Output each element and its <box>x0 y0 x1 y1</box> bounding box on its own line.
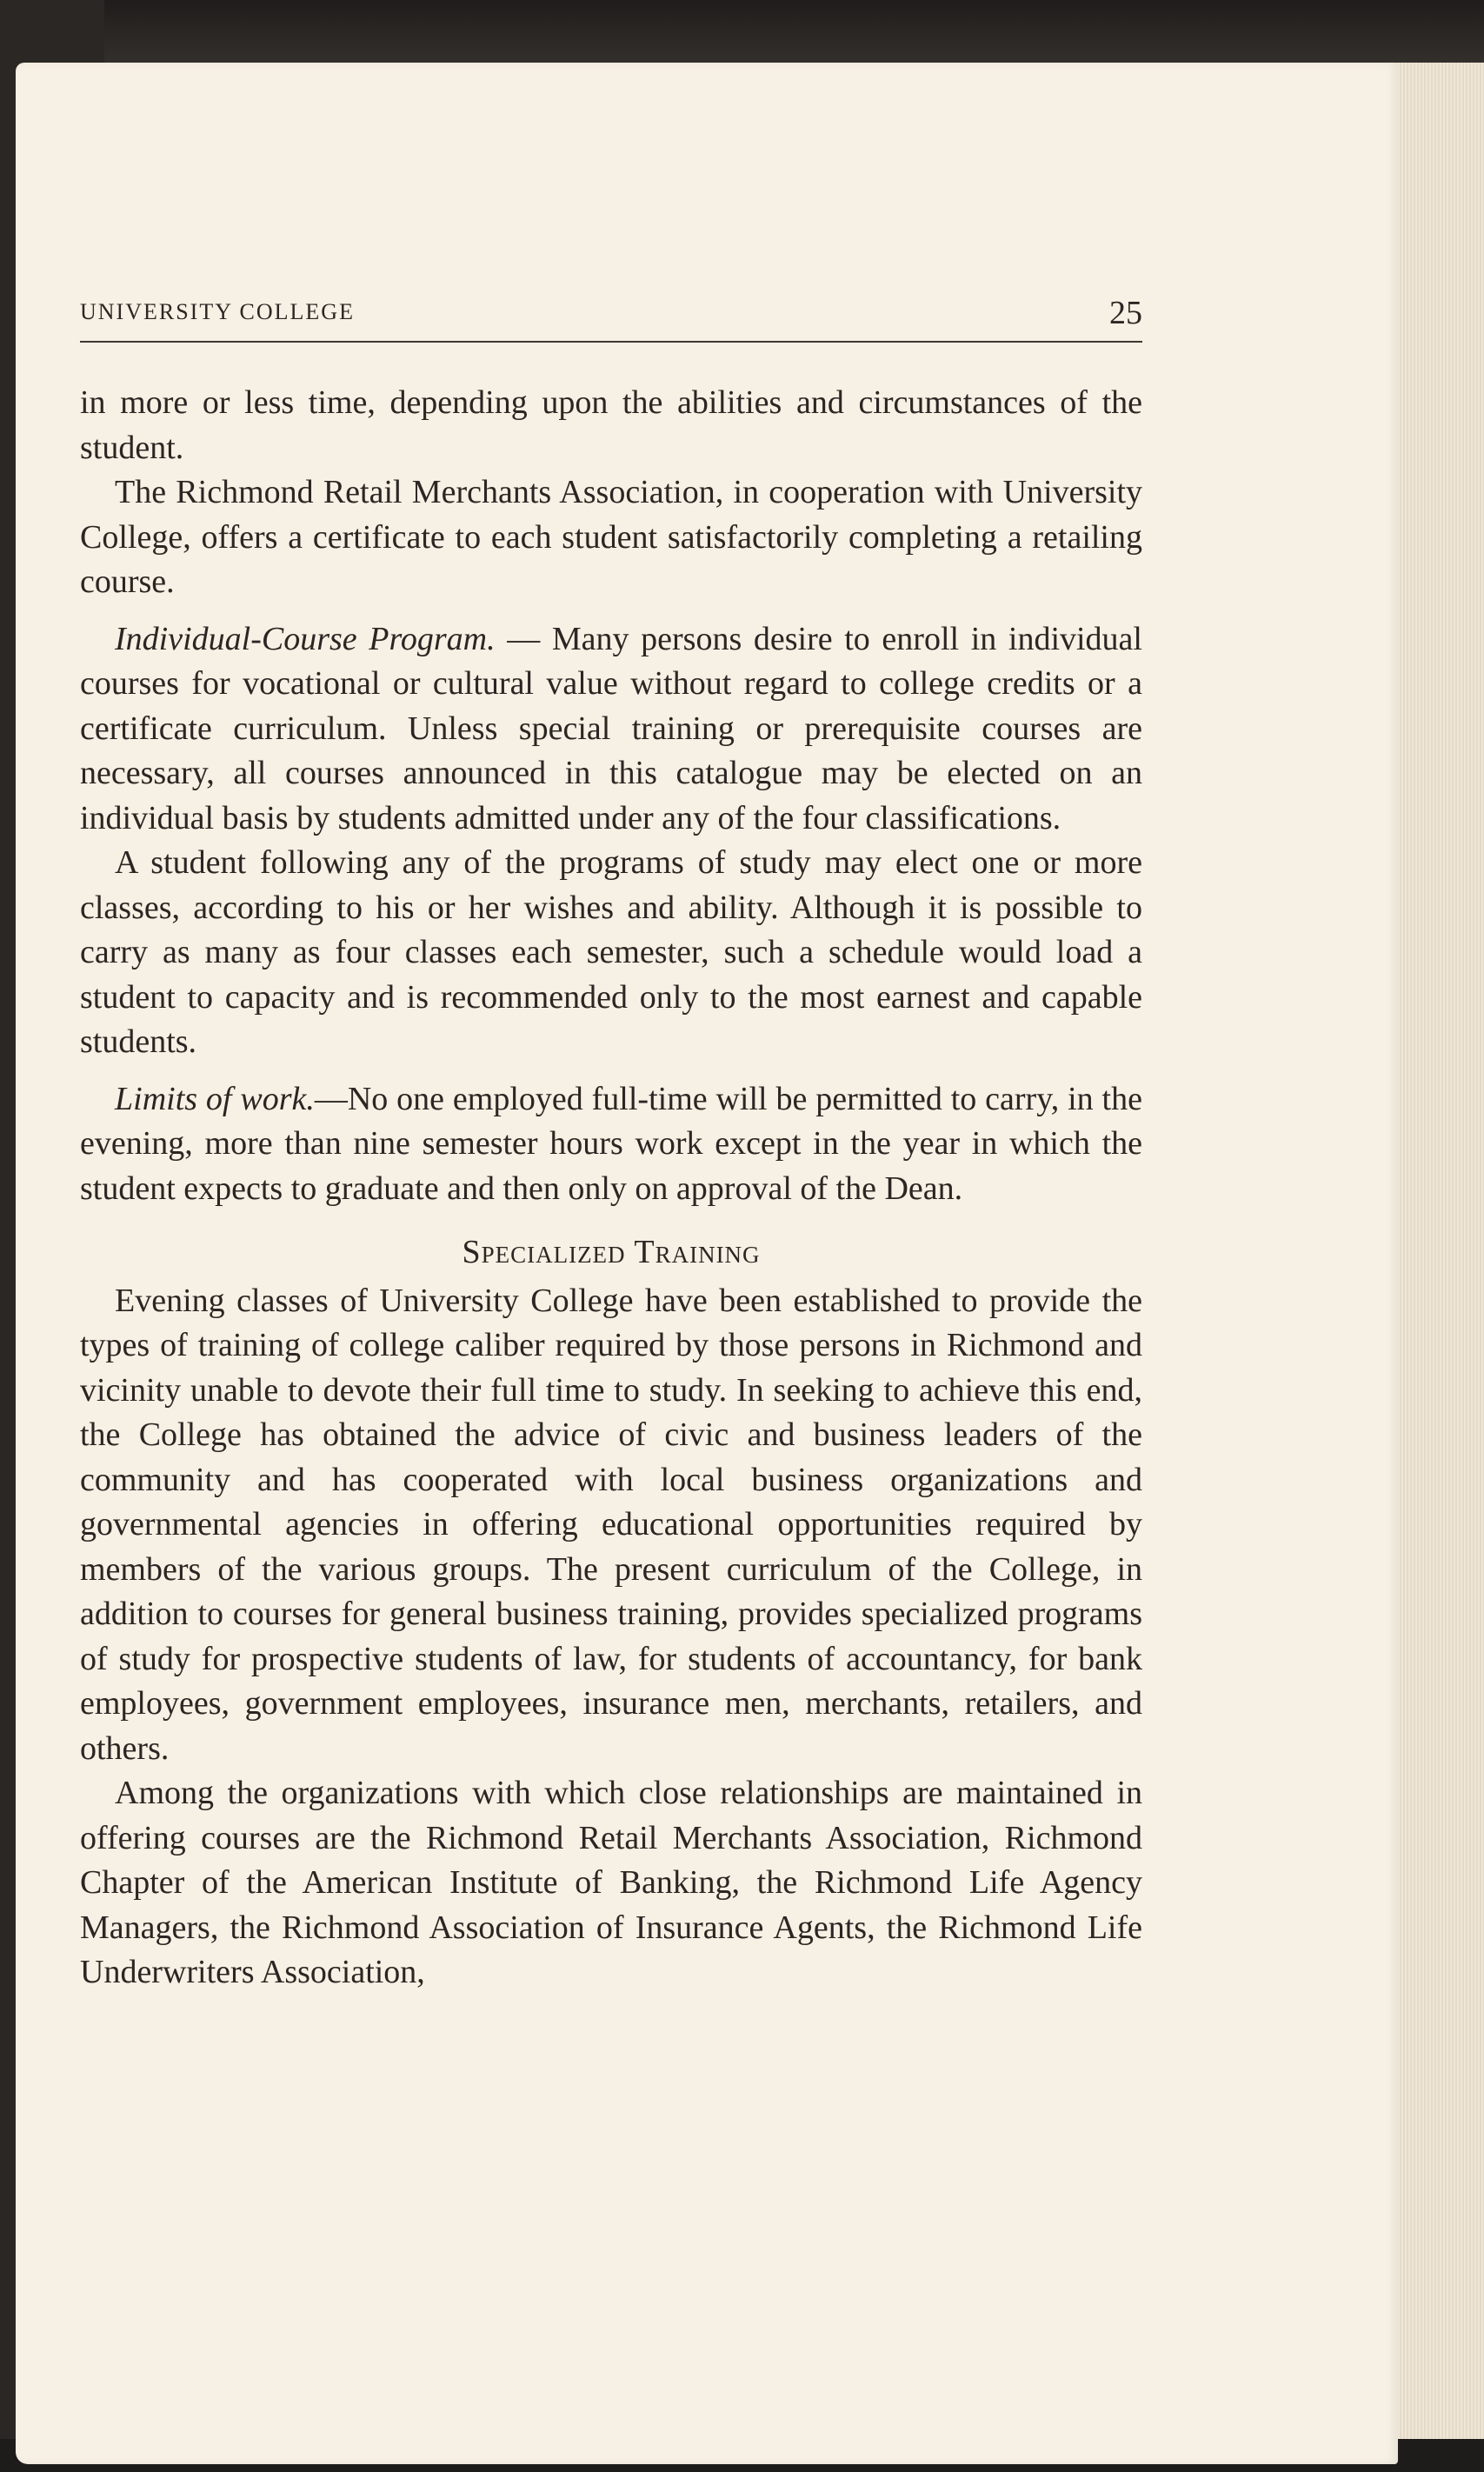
book-cover-top <box>104 0 1484 70</box>
individual-course-text: — Many persons desire to enroll in individual courses for vocational or cultural value without regard to college credits or a certificate curriculum. Unless special training or prerequisite courses are necessary, all courses announced in this catalogue may be elected on an individual basis by students admitted under any of the four classifications. <box>80 620 1142 836</box>
paragraph-individual-course <box>80 617 1142 842</box>
paragraph-class-load: A student following any of the programs of study may elect one or more classes, according to his or her wishes and ability. Although it is possible to carry as many as four classes each semester, such a schedule would load a student to capacity and is recommended only to the most earnest and capable students. <box>80 844 1142 1060</box>
page-content <box>80 296 1142 1996</box>
paragraph-evening-classes: Evening classes of University College have been established to provide the types of training of college caliber required by those persons in Richmond and vicinity unable to devote their full time to study. In seeking to achieve this end, the College has obtained the advice of civic and business leaders of the community and has cooperated with local business organizations and governmental agencies in offering educational opportunities required by members of the various groups. The present curriculum of the College, in addition to courses for general business training, provides specialized programs of study for prospective students of law, for students of accountancy, for bank employees, government employees, insurance men, merchants, retailers, and others. <box>80 1282 1142 1767</box>
limits-of-work-heading: Limits of work. <box>115 1080 315 1117</box>
paragraph-organizations: Among the organizations with which close relationships are maintained in offering courses are the Richmond Retail Merchants Association, Richmond Chapter of the American Institute of Banking, the Richmond Life Agency Managers, the Richmond Association of Insurance Agents, the Richmond Life Underwriters Association, <box>80 1775 1142 1990</box>
paragraph-limits-of-work <box>80 1077 1142 1212</box>
running-head <box>80 296 1142 343</box>
running-title: UNIVERSITY COLLEGE <box>80 298 355 324</box>
page-edges <box>1391 63 1484 2462</box>
paragraph-certificate: The Richmond Retail Merchants Association, in cooperation with University College, offers a certificate to each student satisfactorily completing a retailing course. <box>80 474 1142 600</box>
individual-course-heading: Individual-Course Program. <box>115 620 496 657</box>
section-heading: Specialized Training <box>462 1234 761 1270</box>
paragraph-continuation: in more or less time, depending upon the abilities and circumstances of the student. <box>80 384 1142 466</box>
page-number: 25 <box>1109 294 1142 331</box>
limits-of-work-text: —No one employed full-time will be permitted to carry, in the evening, more than nine semester hours work except in the year in which the student expects to graduate and then only on approval of the Dean. <box>80 1080 1142 1207</box>
